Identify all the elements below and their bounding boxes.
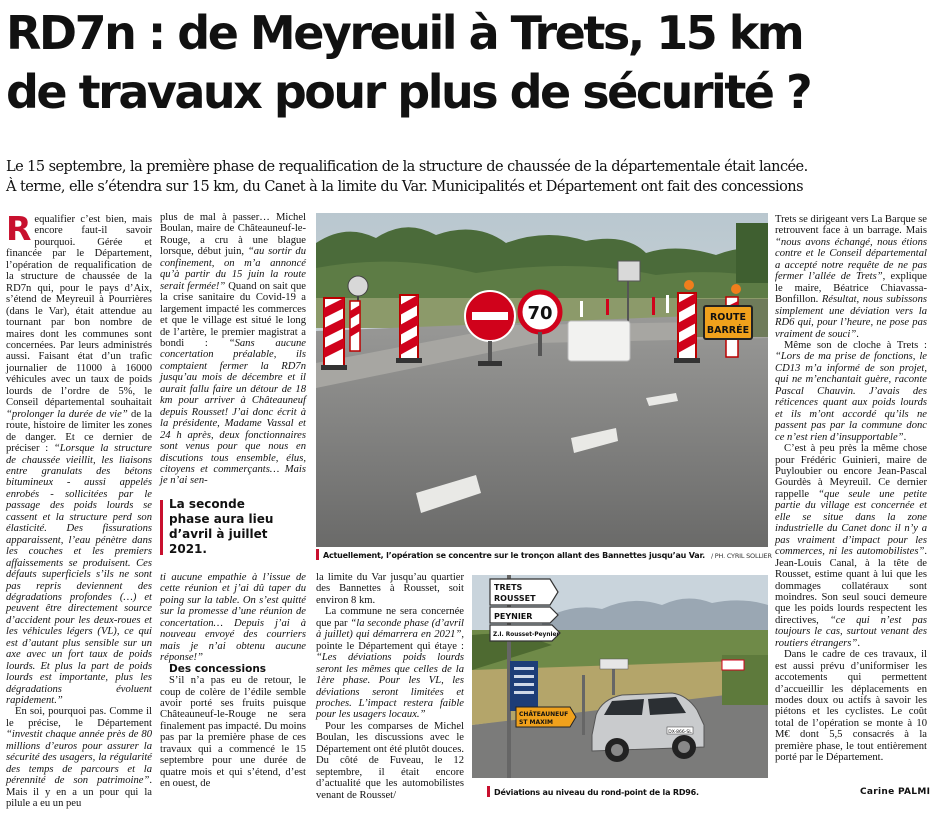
deviation-sign-chateauneuf xyxy=(516,707,576,727)
text-run: . Jean-Louis Canal, à la tête de Rousset, estime quant à lui que les dommages collatéraux sont moindres. Son seul souci demeure que les poids lourds respectent les directives, xyxy=(775,546,927,626)
text-run: plus de mal à passer… Michel Boulan, maire de Châteauneuf-le-Rouge, a cru à une blague lorsque, début juin, xyxy=(160,212,306,258)
sign-zone-text: Z.I. Rousset-Peynier xyxy=(493,632,560,638)
direction-sign-peynier xyxy=(490,607,558,623)
headline-line-2: de travaux pour plus de sécurité ? xyxy=(6,65,811,119)
route-barree-sign-icon xyxy=(704,306,752,339)
standfirst-line-1: Le 15 septembre, la première phase de requalification de la structure de chaussée de la départementale était lancée. xyxy=(6,159,808,175)
text-run: Quand on sait que la crise sanitaire du Covid-19 a largement impacté les commerces et que le village est situé le long de l’artère, le premier magistrat a bondi : xyxy=(160,280,306,349)
paragraph xyxy=(316,606,464,721)
article-column-4 xyxy=(775,214,927,786)
sign-trets-line-2: ROUSSET xyxy=(494,594,536,603)
paragraph xyxy=(316,572,464,606)
caption-bar xyxy=(316,549,319,560)
article-column-1 xyxy=(6,209,152,810)
quote-run: Résultat, nous subissons simplement une déviation vers la RD6 qui, pour l’heure, ne pose pas vraiment de souci” xyxy=(775,294,927,340)
caption-text: Déviations au niveau du rond-point de la RD96. xyxy=(494,788,699,797)
quote-run: “Lorsque la structure de chaussée vieillit, les liaisons entre granulats des bétons bitumineux - aussi appelés enrobés - sollicitées par le passage des poids lourds se cassent et la structure perd son élasticité. Des fissurations apparaissent, l’eau pénètre dans les couches et les premiers affaissements se produisent. Ces défauts superficiels s’ils ne sont pas repris deviennent des dégradations profondes (…) et peuvent être directement source d’accident pour les deux-roues et les véhicules légers (VL), ce qui est d’autant plus sensible sur un axe avec un fort taux de poids lourds. Et plus la part de poids lourds est importante, plus les dégradations évoluent rapidement.” xyxy=(6,443,152,707)
article-column-3 xyxy=(316,572,464,800)
paragraph xyxy=(775,214,927,340)
sign-chateauneuf-line-1: CHÂTEAUNEUF xyxy=(519,711,569,718)
photo-2-caption xyxy=(487,786,699,798)
pull-quote xyxy=(160,497,276,557)
standfirst-line-2: À terme, elle s’étendra sur 15 km, du Canet à la limite du Var. Municipalités et Département ont fait des concessions xyxy=(6,179,803,195)
license-plate: DX-866-SL xyxy=(668,730,692,735)
photo-roundabout xyxy=(472,575,768,778)
route-barree-line-2: BARRÉE xyxy=(706,325,750,336)
author-byline: Carine PALMI xyxy=(860,787,930,797)
article-column-2 xyxy=(160,212,306,495)
quote-run: “Sans aucune concertation préalable, ils comptaient fermer la RD7n jusqu’au mois de décembre et il aurait fallu faire un détour de 18 km pour arriver à Châteauneuf depuis Rousset! J’ai donc écrit à la présidente, Madame Vassal et 24 h après, deux fonctionnaires sont venus pour que nous en discutions tous ensemble, élus, citoyens et commerçants… Mais je n’ai sen- xyxy=(160,337,306,487)
text-run: . xyxy=(857,637,860,649)
standfirst xyxy=(6,157,926,197)
direction-sign-trets xyxy=(490,579,558,605)
direction-sign-zone xyxy=(490,625,560,641)
speed-limit-value: 70 xyxy=(527,303,553,324)
quote-run: “la seconde phase (d’avril à juillet) qui démarrera en 2021” xyxy=(316,617,464,641)
headline xyxy=(6,4,928,122)
quote-run: “ce qui n’est pas toujours le cas, surtout venant des routiers étrangers” xyxy=(775,614,927,649)
quote-run: “investit chaque année près de 80 millions d’euros pour assurer la sécurité des usagers, la régularité des temps de parcours et la pérennité de son patrimoine” xyxy=(6,729,152,787)
drop-cap: R xyxy=(6,209,32,248)
pull-quote-bar xyxy=(160,500,163,555)
road-works-illustration xyxy=(316,213,768,547)
roundabout-illustration xyxy=(472,575,768,778)
quote-run: “que seule une petite partie du village est concernée et elle se situe dans la zone industrielle du Canet donc il n’y a pas vraiment d’impact pour les commerces, ni les automobilistes” xyxy=(775,488,927,558)
caption-text: Actuellement, l’opération se concentre sur le tronçon allant des Bannettes jusqu’au Var. xyxy=(323,551,705,560)
pull-quote-text: La seconde phase aura lieu d’avril à juillet 2021. xyxy=(169,497,274,556)
text-run: equalifier c’est bien, mais encore faut-il savoir pourquoi. Gérée et financée par le Département, l’opération de requalification de la structure de chaussée de la RD7n qui, pour le pays d’Aix, s’étend de Meyreuil à Pourrières (dans le Var), était attendue au tournant par bon nombre de maires dont les communes sont concernées. Par leurs administrés aussi. Faisant état d’un trafic journalier de 11000 à 16000 véhicules avec un taux de poids lourds de l’ordre de 5%, le Conseil départemental souhaitait xyxy=(6,214,152,409)
photo-1-caption xyxy=(316,549,772,561)
text-run: En soi, pourquoi pas. Comme il le précise, le Département xyxy=(6,706,152,729)
paragraph xyxy=(775,649,927,764)
quote-run: ti aucune empathie à l’issue de cette réunion et j’ai dû taper du poing sur la table. On s’est quitté sur la promesse d’une réunion de concertation… Depuis j’ai à nouveau envoyé des courriers mais je n’ai obtenu aucune réponse!” xyxy=(160,572,306,664)
quote-run: “Lors de ma prise de fonctions, le CD13 m’a informé de son projet, qui ne m’enchantait guère, raconte Pascal Chauvin. J’avais des réticences quant aux poids lourds et ils m’ont accordé qu’ils ne passent pas par la commune donc ce n’est rien d’insupportable” xyxy=(775,351,927,443)
photo-credit: / PH. CYRIL SOLLIER xyxy=(710,552,772,560)
text-run: S’il n’a pas eu de retour, le coup de colère de l’édile semble avoir porté ses fruits puisque Châteauneuf-le-Rouge ne sera finalement pas impacté. Du moins pas par la première phase de ces travaux qui a commencé le 15 septembre pour une durée de quatre mois et qui s’étend, d’est en ouest, de xyxy=(160,675,306,790)
text-run: C’est à peu près la même chose pour Frédéric Guinieri, maire de Puyloubier ou encore Jean-Pascal Gourdès à Meyreuil. Ce dernier rappelle xyxy=(775,443,927,500)
photo-road-works xyxy=(316,213,768,547)
sign-chateauneuf-line-2: ST MAXIM xyxy=(519,719,553,726)
paragraph xyxy=(775,340,927,443)
concrete-block xyxy=(568,321,630,361)
quote-run: “au sortir du confinement, on m’a annoncé qu’à partir du 15 juin la route serait fermée!” xyxy=(160,246,306,292)
paragraph xyxy=(160,572,306,664)
barrier-center xyxy=(396,295,422,363)
sign-peynier-text: PEYNIER xyxy=(494,612,533,621)
text-run: , pointe le Département qui étaye : xyxy=(316,629,464,652)
text-run: la limite du Var jusqu’au quartier des Bannettes à Rousset, soit environ 8 km. xyxy=(316,572,464,606)
paragraph xyxy=(775,443,927,649)
headline-line-1: RD7n : de Meyreuil à Trets, 15 km xyxy=(6,6,803,60)
text-run: . Mais il y en a un pour qui la pilule a eu un peu xyxy=(6,775,152,810)
text-run: , explique le maire, Béatrice Chiavassa-Bonfillon. xyxy=(775,271,927,306)
paragraph xyxy=(6,706,152,809)
text-run: de la route, histoire de limiter les zones de danger. Et ce dernier de préciser : xyxy=(6,408,152,455)
text-run: La commune ne sera concernée que par xyxy=(316,606,464,629)
quote-run: “nous avons échangé, nous étions contre et le Conseil départemental a accepté notre requête de ne pas fermer l’allée de Trets” xyxy=(775,236,927,283)
text-run: . xyxy=(856,328,859,340)
subhead: Des concessions xyxy=(169,662,267,675)
article-column-2-continued xyxy=(160,572,306,800)
text-run: . xyxy=(903,431,907,443)
text-run: Dans le cadre de ces travaux, il est aussi prévu d’uniformiser les accotements qui permettent d’accueillir les déplacements en modes doux ou actifs à savoir les piétons et les cyclistes. Le coût total de l’opération se monte à 10 M€ dont 5,5 consacrés à la première phase, le tout entièrement porté par le Département. xyxy=(775,649,927,764)
text-run: Même son de cloche à Trets : xyxy=(784,339,927,351)
paragraph xyxy=(160,212,306,487)
route-barree-line-1: ROUTE xyxy=(709,312,747,323)
text-run: Pour les comparses de Michel Boulan, les discussions avec le Département ont été plutôt douces. Du côté de Fuveau, le 12 septembre, il était encore d’actualité que les automobilistes venant de Rousset/ xyxy=(316,720,464,801)
quote-run: “prolonger la durée de vie” xyxy=(6,408,128,420)
sign-trets-line-1: TRETS xyxy=(494,583,523,592)
text-run: Trets se dirigeant vers La Barque se retrouvent face à un barrage. Mais xyxy=(775,214,928,237)
caption-bar xyxy=(487,786,490,797)
paragraph xyxy=(316,721,464,801)
paragraph xyxy=(160,675,306,790)
quote-run: “Les déviations poids lourds seront les mêmes que celles de la 1ère phase. Pour les VL, les déviations seront limitées et proches. L’impact restera faible pour les usagers locaux.” xyxy=(316,652,464,721)
paragraph xyxy=(6,209,152,707)
